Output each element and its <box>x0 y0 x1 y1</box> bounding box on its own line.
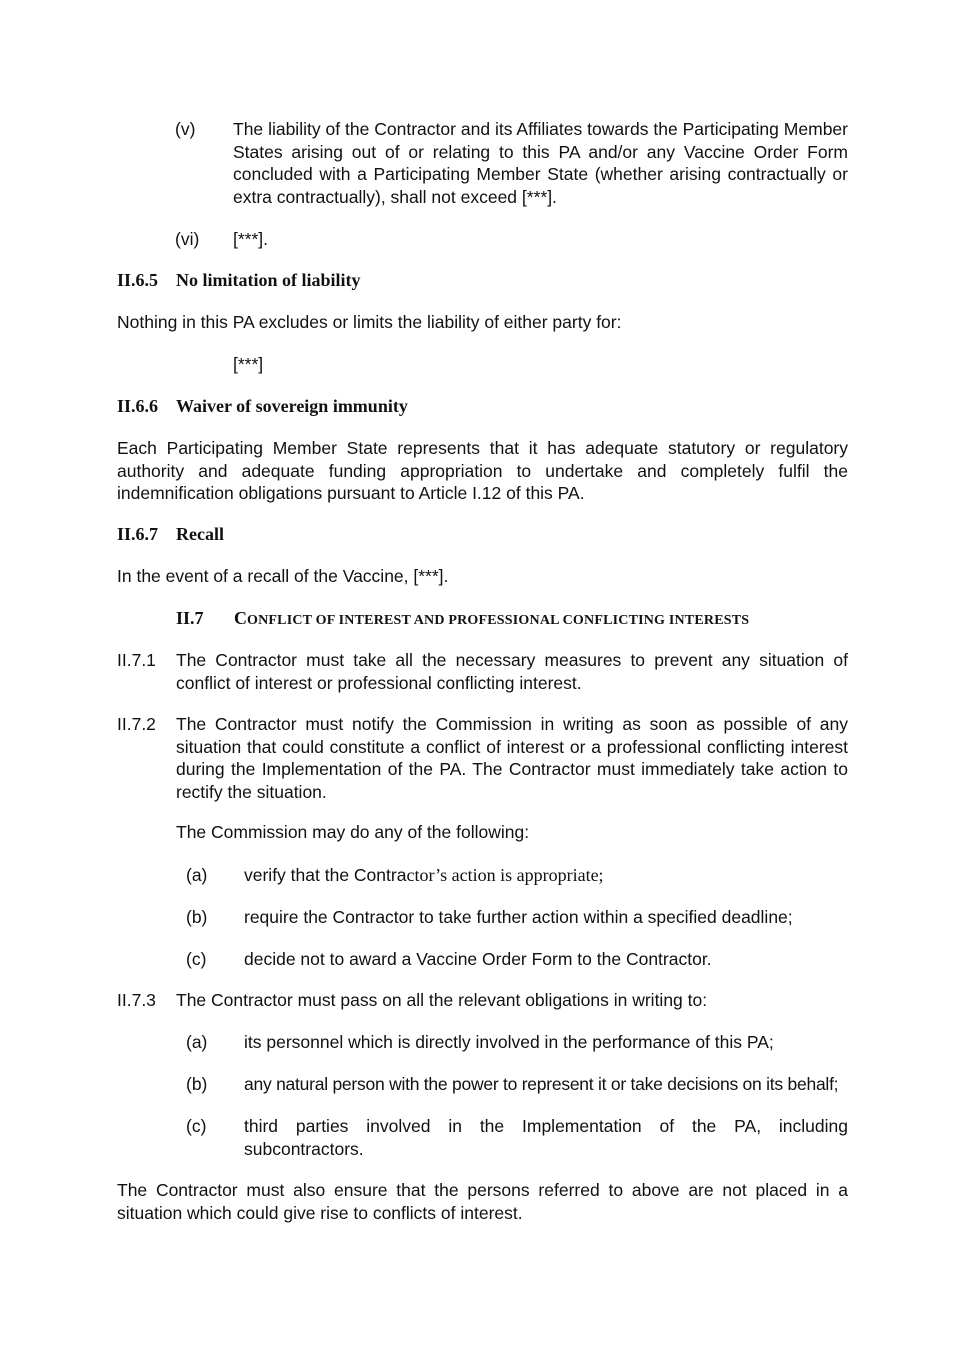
clause-ii-7-2-c-text: decide not to award a Vaccine Order Form to the Contractor. <box>244 949 712 969</box>
heading-ii-6-5-title: No limitation of liability <box>176 270 361 290</box>
heading-ii-7-title <box>234 607 749 632</box>
clause-ii-7-2-b-label: (b) <box>186 907 208 927</box>
heading-ii-7-number: II.7 <box>176 608 204 628</box>
heading-ii-6-5-number: II.6.5 <box>117 270 159 290</box>
item-vi-text: [***]. <box>233 229 269 249</box>
paragraph-ii-6-6: Each Participating Member State represents that it has adequate statutory or regulatory authority and adequate funding appropriation to undertake and completely fulfil the indemnification obligations pursuant to Article I.12 of this PA. <box>117 438 848 503</box>
heading-ii-6-6-title: Waiver of sovereign immunity <box>176 396 408 416</box>
clause-ii-7-3-a-text: its personnel which is directly involved in the performance of this PA; <box>244 1032 774 1052</box>
clause-ii-7-2-b-text: require the Contractor to take further action within a specified deadline; <box>244 907 793 927</box>
clause-ii-7-3-text: The Contractor must pass on all the relevant obligations in writing to: <box>176 990 708 1010</box>
clause-ii-7-2-text: The Contractor must notify the Commission in writing as soon as possible of any situation that could constitute a conflict of interest or a professional conflicting interest during the Implementation of the PA. The Contractor must immediately take action to rectify the situation. <box>176 714 848 802</box>
item-vi-label: (vi) <box>175 229 200 249</box>
clause-ii-7-3-a-label: (a) <box>186 1032 208 1052</box>
clause-ii-7-1-number: II.7.1 <box>117 650 156 670</box>
clause-ii-7-1-text: The Contractor must take all the necessary measures to prevent any situation of conflict of interest or professional conflicting interest. <box>176 650 848 693</box>
closing-paragraph: The Contractor must also ensure that the persons referred to above are not placed in a situation which could give rise to conflicts of interest. <box>117 1180 848 1223</box>
clause-ii-7-2-a-label: (a) <box>186 865 208 885</box>
clause-ii-7-3-b-text: any natural person with the power to represent it or take decisions on its behalf; <box>244 1074 839 1094</box>
clause-ii-7-2-a-text-serif: ctor’s action is appropriate; <box>406 865 604 885</box>
heading-ii-6-6-number: II.6.6 <box>117 396 159 416</box>
clause-ii-7-3-number: II.7.3 <box>117 990 156 1010</box>
paragraph-ii-6-7: In the event of a recall of the Vaccine, [***]. <box>117 566 449 586</box>
item-v-label: (v) <box>175 119 196 139</box>
placeholder-ii-6-5: [***] <box>233 354 264 374</box>
heading-ii-7-title-first: C <box>234 608 247 628</box>
item-v-text: The liability of the Contractor and its Affiliates towards the Participating Member States arising out of or relating to this PA and/or any Vaccine Order Form concluded with a Participating Member State (whether arising contractually or extra contractually), shall not exceed [***]. <box>233 119 848 207</box>
heading-ii-7-title-rest: ONFLICT OF INTEREST AND PROFESSIONAL CONFLICTING INTERESTS <box>247 613 750 628</box>
clause-ii-7-2-number: II.7.2 <box>117 714 156 734</box>
heading-ii-6-7-title: Recall <box>176 524 224 544</box>
clause-ii-7-3-c-text: third parties involved in the Implementation of the PA, including subcontractors. <box>244 1116 848 1159</box>
clause-ii-7-2-a-text <box>244 864 604 887</box>
heading-ii-6-7-number: II.6.7 <box>117 524 159 544</box>
clause-ii-7-3-c-label: (c) <box>186 1116 207 1136</box>
clause-ii-7-2-c-label: (c) <box>186 949 207 969</box>
clause-ii-7-2-intro: The Commission may do any of the following: <box>176 822 530 842</box>
clause-ii-7-2-a-text-sans: verify that the Contra <box>244 865 407 885</box>
clause-ii-7-3-b-label: (b) <box>186 1074 208 1094</box>
paragraph-ii-6-5: Nothing in this PA excludes or limits the liability of either party for: <box>117 312 622 332</box>
